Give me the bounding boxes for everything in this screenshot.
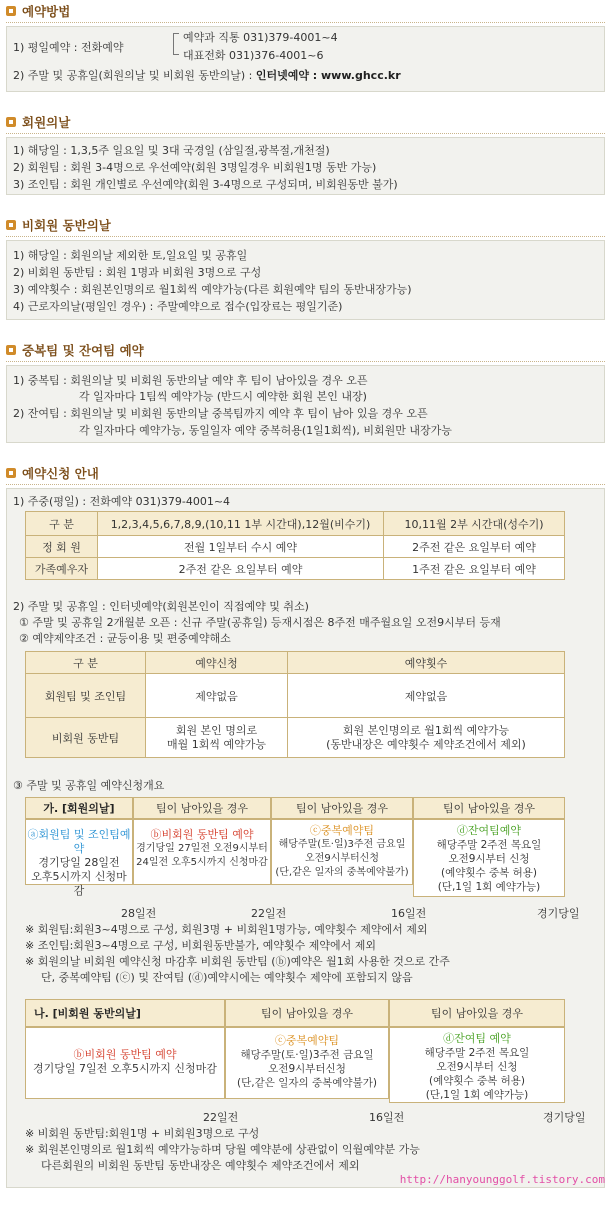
note-line: ※ 회원본인명의로 월1회씩 예약가능하며 당월 예약분에 상관없이 익월예약분 가능 bbox=[25, 1143, 420, 1156]
diagram-cell-guest bbox=[133, 819, 271, 885]
dup-line: 1) 중복팀 : 회원의날 및 비회원 동반의날 예약 후 팀이 남아있을 경우 오픈 bbox=[13, 374, 368, 387]
divider bbox=[6, 22, 605, 23]
diagram-cell-title: ⓒ중복예약팀 bbox=[274, 1034, 340, 1047]
guest-day-line: 2) 비회원 동반팀 : 회원 1명과 비회원 3명으로 구성 bbox=[13, 266, 262, 279]
main-phone: 대표전화 031)376-4001~6 bbox=[183, 49, 324, 62]
diagram-cell-body: 경기당일 7일전 오후5시까지 신청마감 bbox=[33, 1062, 217, 1075]
table-cell: 회원팀 및 조인팀 bbox=[26, 674, 146, 718]
section-title-member-day bbox=[6, 113, 70, 131]
section-title-text: 비회원 동반의날 bbox=[22, 218, 111, 233]
table-header: 10,11월 2부 시간대(성수기) bbox=[384, 512, 565, 536]
diagram-header: 팀이 남아있을 경우 bbox=[225, 999, 389, 1027]
guest-day-diagram-label: 나. [비회원 동반의날] bbox=[25, 999, 225, 1027]
diagram-header: 팀이 남아있을 경우 bbox=[413, 797, 565, 819]
bracket-icon bbox=[173, 33, 179, 55]
table-cell: 전월 1일부터 수시 예약 bbox=[98, 536, 384, 558]
note-line: ※ 비회원 동반팀:회원1명 + 비회원3명으로 구성 bbox=[25, 1127, 260, 1140]
guest-day-line: 4) 근로자의날(평일인 경우) : 주말예약으로 접수(입장료는 평일기준) bbox=[13, 300, 343, 313]
section-title-text: 예약방법 bbox=[22, 4, 71, 19]
weekday-line: 1) 주중(평일) : 전화예약 031)379-4001~4 bbox=[13, 495, 231, 508]
note-line: 다른회원의 비회원 동반팀 동반내장은 예약횟수 제약조건에서 제외 bbox=[41, 1159, 360, 1172]
weekend-line: 2) 주말 및 공휴일 : 인터넷예약(회원본인이 직접예약 및 취소) bbox=[13, 600, 309, 613]
section-bullet-icon bbox=[6, 117, 16, 127]
open-line: ① 주말 및 공휴일 2개월분 오픈 : 신규 주말(공휴일) 등재시점은 8주전 매주월요일 오전9시부터 등재 bbox=[19, 616, 501, 629]
section-bullet-icon bbox=[6, 468, 16, 478]
member-day-box bbox=[6, 137, 605, 195]
divider bbox=[6, 361, 605, 362]
condition-line: ② 예약제약조건 : 균등이용 및 편중예약해소 bbox=[19, 632, 231, 645]
diagram-header: 팀이 남아있을 경우 bbox=[133, 797, 271, 819]
table-header: 구 분 bbox=[26, 512, 98, 536]
dup-remain-box bbox=[6, 365, 605, 443]
internet-reserve-link[interactable]: 인터넷예약 : www.ghcc.kr bbox=[255, 69, 401, 82]
overview-line: ③ 주말 및 공휴일 예약신청개요 bbox=[13, 779, 165, 792]
table-cell: 1주전 같은 요일부터 예약 bbox=[384, 558, 565, 580]
timeline-tick: 22일전 bbox=[251, 907, 287, 920]
section-title-dup-remain bbox=[6, 341, 144, 359]
table-header: 구 분 bbox=[26, 652, 146, 674]
section-title-method bbox=[6, 2, 70, 20]
diagram-cell-title: ⓑ비회원 동반팀 예약 bbox=[150, 828, 254, 841]
diagram-cell-title: ⓓ잔여팀예약 bbox=[456, 824, 522, 837]
member-day-diagram-label: 가. [회원의날] bbox=[25, 797, 133, 819]
table-cell: 2주전 같은 요일부터 예약 bbox=[384, 536, 565, 558]
diagram-cell-member-join bbox=[25, 819, 133, 897]
diagram-cell-body: 경기당일 28일전 오후5시까지 신청마감 bbox=[31, 856, 127, 897]
note-line: ※ 조인팀:회원3~4명으로 구성, 비회원동반불가, 예약횟수 제약에서 제외 bbox=[25, 939, 377, 952]
table-row bbox=[26, 536, 565, 558]
note-line: ※ 회원의날 비회원 예약신청 마감후 비회원 동반팀 (ⓑ)예약은 월1회 사용한 것으로 간주 bbox=[25, 955, 450, 968]
dup-line: 2) 잔여팀 : 회원의날 및 비회원 동반의날 중복팀까지 예약 후 팀이 남아 있을 경우 오픈 bbox=[13, 407, 428, 420]
table-header: 1,2,3,4,5,6,7,8,9,(10,11 1부 시간대),12월(비수기) bbox=[98, 512, 384, 536]
weekday-table bbox=[25, 511, 565, 580]
diagram-header: 팀이 남아있을 경우 bbox=[271, 797, 413, 819]
section-bullet-icon bbox=[6, 6, 16, 16]
table-cell: 정 회 원 bbox=[26, 536, 98, 558]
section-title-text: 중복팀 및 잔여팀 예약 bbox=[22, 343, 144, 358]
table-row bbox=[26, 718, 565, 758]
timeline-tick: 경기당일 bbox=[543, 1111, 586, 1124]
diagram-cell-dup bbox=[225, 1027, 389, 1099]
diagram-cell-remain bbox=[389, 1027, 565, 1103]
guest-day-line: 3) 예약횟수 : 회원본인명의로 월1회씩 예약가능(다른 회원예약 팀의 동반내장가능) bbox=[13, 283, 412, 296]
diagram-cell-title: ⓑ비회원 동반팀 예약 bbox=[73, 1048, 177, 1061]
member-day-line: 2) 회원팀 : 회원 3-4명으로 우선예약(회원 3명일경우 비회원1명 동반 가능) bbox=[13, 161, 377, 174]
timeline-tick: 16일전 bbox=[391, 907, 427, 920]
timeline-tick: 16일전 bbox=[369, 1111, 405, 1124]
section-title-text: 회원의날 bbox=[22, 115, 71, 130]
watermark-link[interactable]: http://hanyounggolf.tistory.com bbox=[399, 1173, 605, 1186]
member-day-line: 1) 해당일 : 1,3,5주 일요일 및 3대 국경일 (삼일절,광복절,개천절) bbox=[13, 144, 330, 157]
section-title-guest-day bbox=[6, 216, 111, 234]
member-day-line: 3) 조인팀 : 회원 개인별로 우선예약(회원 3-4명으로 구성되며, 비회원동반 불가) bbox=[13, 178, 398, 191]
diagram-cell-body: 경기당일 27일전 오전9시부터 24일전 오후5시까지 신청마감 bbox=[136, 843, 268, 868]
guest-day-line: 1) 해당일 : 회원의날 제외한 토,일요일 및 공휴일 bbox=[13, 249, 248, 262]
method-box bbox=[6, 26, 605, 92]
divider bbox=[6, 484, 605, 485]
direct-phone: 예약과 직통 031)379-4001~4 bbox=[183, 31, 338, 44]
table-header: 예약횟수 bbox=[288, 652, 565, 674]
section-title-apply bbox=[6, 464, 99, 482]
table-header: 예약신청 bbox=[146, 652, 288, 674]
diagram-cell-body: 해당주말 2주전 목요일 오전9시부터 신청 (예약횟수 중복 허용) (단,1일 1회 예약가능) bbox=[436, 839, 542, 893]
diagram-cell-title: ⓒ중복예약팀 bbox=[309, 824, 375, 837]
table-row bbox=[26, 674, 565, 718]
diagram-cell-title: ⓓ잔여팀 예약 bbox=[443, 1032, 511, 1045]
diagram-cell-body: 해당주말 2주전 목요일 오전9시부터 신청 (예약횟수 중복 허용) (단,1일 1회 예약가능) bbox=[424, 1047, 530, 1101]
timeline-tick: 경기당일 bbox=[537, 907, 580, 920]
diagram-cell-body: 해당주말(토·일)3주전 금요일 오전9시부터신청 (단,같은 일자의 중복예약불가) bbox=[275, 839, 409, 878]
diagram-cell-guest bbox=[25, 1027, 225, 1099]
table-row bbox=[26, 558, 565, 580]
table-cell: 제약없음 bbox=[146, 674, 288, 718]
dup-line: 각 일자마다 1팀씩 예약가능 (반드시 예약한 회원 본인 내장) bbox=[79, 390, 367, 403]
note-line: 단, 중복예약팀 (ⓒ) 및 잔여팀 (ⓓ)예약시에는 예약횟수 제약에 포함되지 않음 bbox=[41, 971, 413, 984]
diagram-cell-remain bbox=[413, 819, 565, 897]
apply-box bbox=[6, 488, 605, 1188]
diagram-cell-body: 해당주말(토·일)3주전 금요일 오전9시부터신청 (단,같은 일자의 중복예약불가) bbox=[237, 1049, 377, 1089]
table-cell: 비회원 동반팀 bbox=[26, 718, 146, 758]
timeline-tick: 22일전 bbox=[203, 1111, 239, 1124]
weekend-reserve-label: 2) 주말 및 공휴일(회원의날 및 비회원 동반의날) : bbox=[13, 69, 256, 82]
table-cell: 회원 본인 명의로 매월 1회씩 예약가능 bbox=[146, 718, 288, 758]
table-cell: 가족예우자 bbox=[26, 558, 98, 580]
diagram-cell-title: ⓐ회원팀 및 조인팀예약 bbox=[27, 828, 131, 855]
table-cell: 제약없음 bbox=[288, 674, 565, 718]
table-cell: 회원 본인명의로 월1회씩 예약가능 (동반내장은 예약횟수 제약조건에서 제외) bbox=[288, 718, 565, 758]
weekday-reserve-label: 1) 평일예약 : 전화예약 bbox=[13, 41, 124, 54]
timeline-tick: 28일전 bbox=[121, 907, 157, 920]
diagram-cell-dup bbox=[271, 819, 413, 885]
section-bullet-icon bbox=[6, 345, 16, 355]
note-line: ※ 회원팀:회원3~4명으로 구성, 회원3명 + 비회원1명가능, 예약횟수 제약에서 제외 bbox=[25, 923, 428, 936]
condition-table bbox=[25, 651, 565, 758]
table-cell: 2주전 같은 요일부터 예약 bbox=[98, 558, 384, 580]
guest-day-box bbox=[6, 240, 605, 320]
dup-line: 각 일자마다 예약가능, 동일일자 예약 중복허용(1일1회씩), 비회원만 내장가능 bbox=[79, 424, 452, 437]
divider bbox=[6, 133, 605, 134]
divider bbox=[6, 236, 605, 237]
section-title-text: 예약신청 안내 bbox=[22, 466, 99, 481]
diagram-header: 팀이 남아있을 경우 bbox=[389, 999, 565, 1027]
section-bullet-icon bbox=[6, 220, 16, 230]
